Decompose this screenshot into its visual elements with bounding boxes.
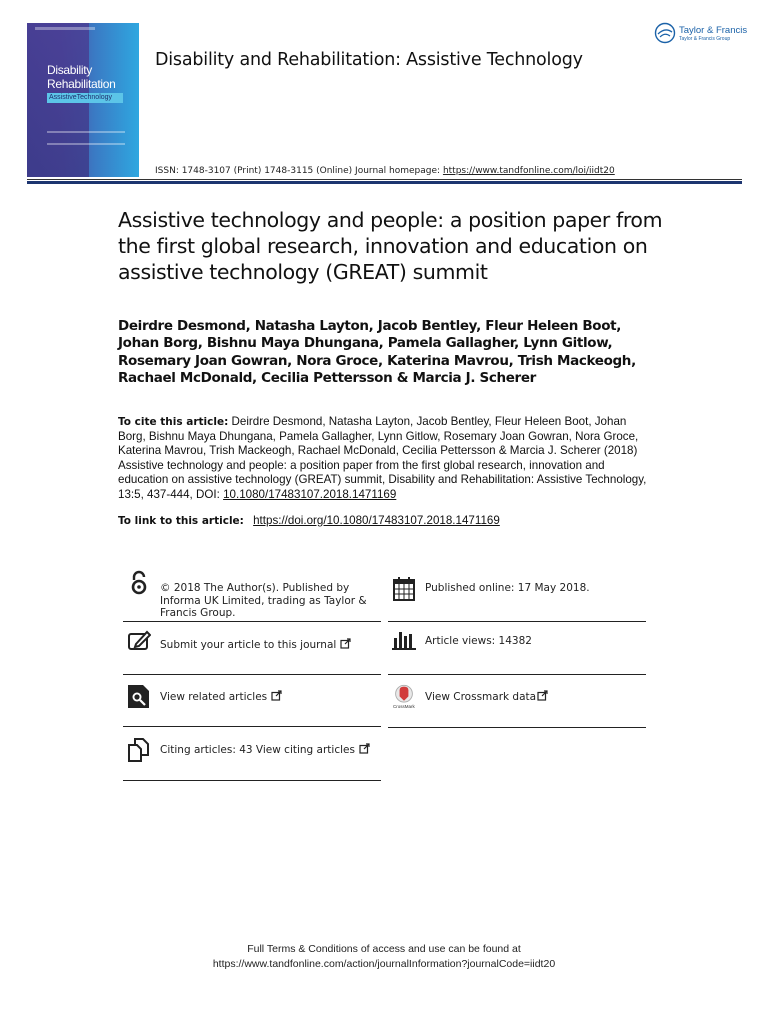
views-item xyxy=(388,621,646,675)
citing-articles-icon xyxy=(127,737,151,763)
journal-homepage-link[interactable]: https://www.tandfonline.com/loi/iidt20 xyxy=(442,166,615,176)
external-link-icon xyxy=(340,638,351,649)
publisher-name: Taylor & Francis xyxy=(679,25,748,36)
crossmark-item[interactable] xyxy=(388,674,646,728)
related-search-icon xyxy=(127,684,151,710)
external-link-icon xyxy=(271,690,282,701)
cover-title-line1: Disability xyxy=(47,63,93,77)
submit-item[interactable] xyxy=(123,621,381,675)
article-doi-url[interactable]: https://doi.org/10.1080/17483107.2018.1471169 xyxy=(253,514,500,527)
header-rule-thin xyxy=(27,179,742,180)
article-link-line xyxy=(118,514,500,527)
submit-text[interactable] xyxy=(160,638,385,652)
citation-label: To cite this article: xyxy=(118,416,229,428)
journal-name: Disability and Rehabilitation: Assistive Technology xyxy=(155,50,583,70)
article-link-label: To link to this article: xyxy=(118,515,244,527)
license-text: © 2018 The Author(s). Published by Informa UK Limited, trading as Taylor & Francis Group. xyxy=(160,582,367,620)
crossmark-text[interactable] xyxy=(425,690,650,704)
crossmark-icon xyxy=(392,684,416,714)
crossmark-label: View Crossmark data xyxy=(425,691,537,703)
publisher-logo-icon xyxy=(654,22,676,44)
calendar-icon xyxy=(392,576,416,602)
publisher-logo[interactable] xyxy=(654,22,746,46)
cover-top-band xyxy=(35,27,95,30)
external-link-icon xyxy=(537,690,548,701)
submit-label: Submit your article to this journal xyxy=(160,639,337,651)
article-authors: Deirdre Desmond, Natasha Layton, Jacob Bentley, Fleur Heleen Boot, Johan Borg, Bishnu Maya Dhungana, Pamela Gallagher, Lynn Gitlow, Rosemary Joan Gowran, Nora Groce, Katerina Mavrou, Trish Mackeogh, Rachael McDonald, Cecilia Pettersson & Marcia J. Scherer xyxy=(118,318,636,386)
published-item xyxy=(388,570,646,622)
issn-text: ISSN: 1748-3107 (Print) 1748-3115 (Online) Journal homepage: xyxy=(155,166,441,176)
doi-link[interactable]: 10.1080/17483107.2018.1471169 xyxy=(223,487,397,501)
citation-block xyxy=(118,415,653,503)
article-title: Assistive technology and people: a position paper from the first global research, innovation and education on assistive technology (GREAT) summit xyxy=(118,208,663,284)
header-rule-thick xyxy=(27,181,742,184)
cover-title-line2: Rehabilitation xyxy=(47,77,116,91)
journal-cover xyxy=(27,23,139,177)
external-link-icon xyxy=(359,743,370,754)
citing-item[interactable] xyxy=(123,727,381,781)
footer-terms-line: Full Terms & Conditions of access and use can be found at xyxy=(247,943,521,955)
related-label: View related articles xyxy=(160,691,268,703)
citing-text[interactable] xyxy=(160,743,385,757)
footer-terms-url[interactable]: https://www.tandfonline.com/action/journalInformation?journalCode=iidt20 xyxy=(212,958,556,970)
publisher-group: Taylor & Francis Group xyxy=(679,36,731,42)
issn-line xyxy=(155,166,615,176)
related-item[interactable] xyxy=(123,674,381,727)
related-text[interactable] xyxy=(160,690,385,704)
cover-decoration xyxy=(47,131,125,145)
bar-chart-icon xyxy=(392,629,416,655)
cover-subtitle: AssistiveTechnology xyxy=(47,93,123,103)
license-item xyxy=(123,570,381,622)
citing-label: Citing articles: 43 View citing articles xyxy=(160,744,355,756)
citation-text: Deirdre Desmond, Natasha Layton, Jacob Bentley, Fleur Heleen Boot, Johan Borg, Bishnu Maya Dhungana, Pamela Gallagher, Lynn Gitlow, Rosemary Joan Gowran, Nora Groce, Katerina Mavrou, Trish Mackeogh, Rachael McDonald, Cecilia Pettersson & Marcia J. Scherer (2018) Assistive technology and people: a position paper from the first global research, innovation and education on assistive technology (GREAT) summit, Disability and Rehabilitation: Assistive Technology, 13:5, 437-444, DOI: xyxy=(118,415,647,501)
views-text: Article views: 14382 xyxy=(425,635,532,647)
edit-icon xyxy=(127,629,151,655)
open-access-icon xyxy=(127,570,151,596)
published-date: Published online: 17 May 2018. xyxy=(425,582,590,594)
crossmark-caption: CrossMark xyxy=(393,704,415,709)
footer xyxy=(0,942,768,972)
cover-title xyxy=(47,63,116,91)
